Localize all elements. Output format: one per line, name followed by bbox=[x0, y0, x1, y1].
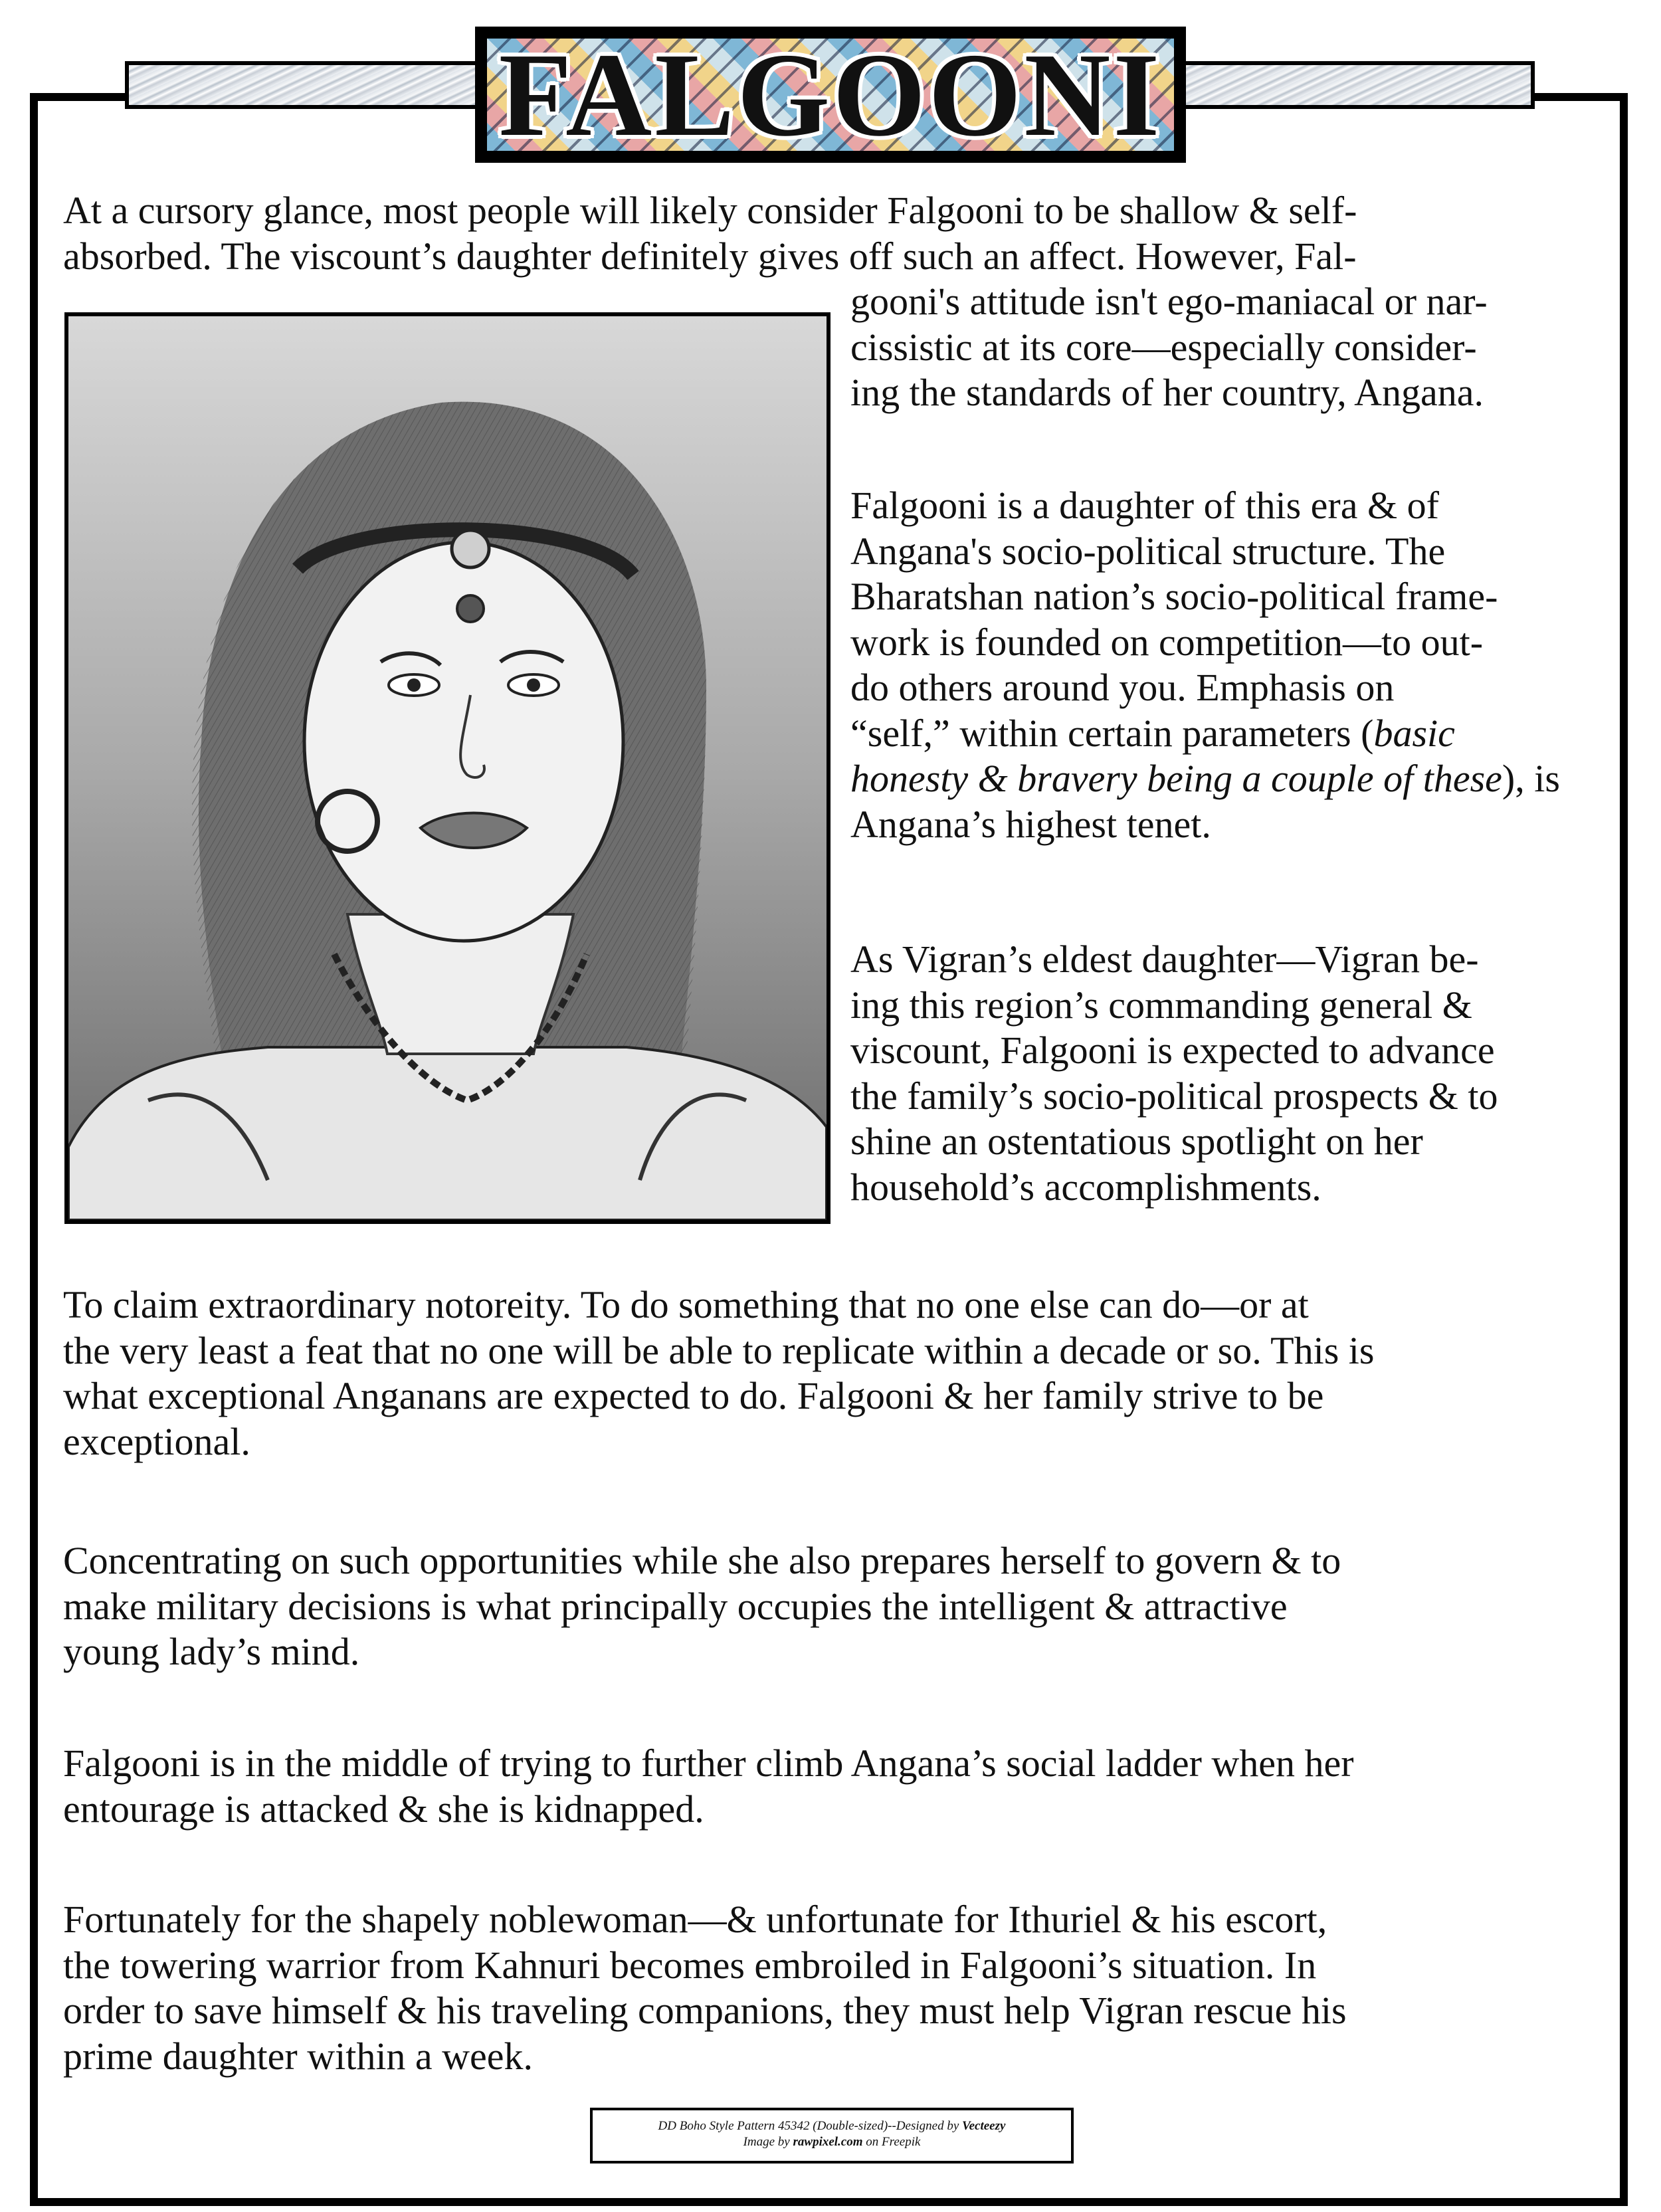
side-paragraph-2 bbox=[850, 483, 1560, 847]
credit-designer: Vecteezy bbox=[962, 2119, 1006, 2133]
text-line: the very least a feat that no one will be able to replicate within a decade or so. This is bbox=[63, 1328, 1375, 1372]
text-line: order to save himself & his traveling companions, they must help Vigran rescue his bbox=[63, 1989, 1347, 2032]
text-line: To claim extraordinary notoreity. To do something that no one else can do—or at bbox=[63, 1283, 1309, 1326]
text-line: shine an ostentatious spotlight on her bbox=[850, 1120, 1423, 1163]
text-line: the family’s socio-political prospects & to bbox=[850, 1074, 1498, 1118]
paragraph-opportunities bbox=[63, 1538, 1341, 1675]
text-line: Angana's socio-political structure. The bbox=[850, 529, 1446, 573]
text-line: ing this region’s commanding general & bbox=[850, 983, 1472, 1027]
text-line: do others around you. Emphasis on bbox=[850, 666, 1395, 709]
credit-text: on Freepik bbox=[862, 2135, 921, 2149]
intro-text bbox=[63, 188, 1357, 279]
text-line: Concentrating on such opportunities while she also prepares herself to govern & to bbox=[63, 1539, 1341, 1582]
text-run: “self,” within certain parameters ( bbox=[850, 711, 1374, 755]
title-banner bbox=[475, 27, 1186, 163]
text-line: the towering warrior from Kahnuri becomes embroiled in Falgooni’s situation. In bbox=[63, 1943, 1317, 1987]
banner-pattern-left bbox=[125, 61, 484, 109]
text-line: gooni's attitude isn't ego-maniacal or nar- bbox=[850, 280, 1488, 323]
credit-text: DD Boho Style Pattern 45342 (Double-sized)--Designed by bbox=[658, 2119, 963, 2133]
portrait-drawing bbox=[68, 316, 827, 1220]
text-line: As Vigran’s eldest daughter—Vigran be- bbox=[850, 938, 1479, 981]
credit-line bbox=[593, 2134, 1071, 2150]
text-line: Falgooni is in the middle of trying to further climb Angana’s social ladder when her bbox=[63, 1742, 1354, 1785]
text-line: cissistic at its core—especially consider- bbox=[850, 325, 1477, 369]
text-line: household’s accomplishments. bbox=[850, 1165, 1321, 1209]
text-line: entourage is attacked & she is kidnapped. bbox=[63, 1787, 704, 1831]
intro-line: absorbed. The viscount’s daughter definitely gives off such an affect. However, Fal- bbox=[63, 234, 1357, 278]
text-line bbox=[850, 756, 1560, 802]
portrait-illustration bbox=[64, 312, 830, 1224]
text-line: ing the standards of her country, Angana. bbox=[850, 371, 1484, 414]
italic-text: honesty & bravery being a couple of these bbox=[850, 757, 1502, 800]
text-line: Fortunately for the shapely noblewoman—& unfortunate for Ithuriel & his escort, bbox=[63, 1898, 1327, 1941]
title-pattern bbox=[487, 28, 1174, 161]
credit-line bbox=[593, 2118, 1071, 2134]
text-line: viscount, Falgooni is expected to advance bbox=[850, 1029, 1495, 1072]
banner-pattern-right bbox=[1176, 61, 1535, 109]
page-title: FALGOONI bbox=[498, 28, 1163, 161]
credit-box bbox=[590, 2108, 1074, 2163]
text-line: young lady’s mind. bbox=[63, 1630, 360, 1673]
text-line: what exceptional Anganans are expected to do. Falgooni & her family strive to be bbox=[63, 1374, 1324, 1417]
text-line: make military decisions is what principally occupies the intelligent & attractive bbox=[63, 1584, 1288, 1628]
side-paragraph-3 bbox=[850, 937, 1498, 1210]
paragraph-rescue bbox=[63, 1897, 1347, 2079]
text-line: work is founded on competition—to out- bbox=[850, 620, 1484, 664]
credit-text: Image by bbox=[743, 2135, 793, 2149]
text-run: ), is bbox=[1502, 757, 1560, 800]
text-line: Falgooni is a daughter of this era & of bbox=[850, 484, 1439, 527]
italic-text: basic bbox=[1373, 711, 1455, 755]
credit-source: rawpixel.com bbox=[793, 2135, 863, 2149]
text-line: exceptional. bbox=[63, 1419, 250, 1463]
text-line bbox=[850, 711, 1560, 757]
paragraph-kidnapped bbox=[63, 1741, 1354, 1832]
text-line: Angana’s highest tenet. bbox=[850, 802, 1211, 846]
paragraph-notoriety bbox=[63, 1282, 1374, 1464]
intro-line: At a cursory glance, most people will likely consider Falgooni to be shallow & self- bbox=[63, 189, 1357, 232]
text-line: prime daughter within a week. bbox=[63, 2034, 534, 2078]
side-paragraph-1 bbox=[850, 279, 1488, 416]
text-line: Bharatshan nation’s socio-political frame- bbox=[850, 575, 1498, 618]
